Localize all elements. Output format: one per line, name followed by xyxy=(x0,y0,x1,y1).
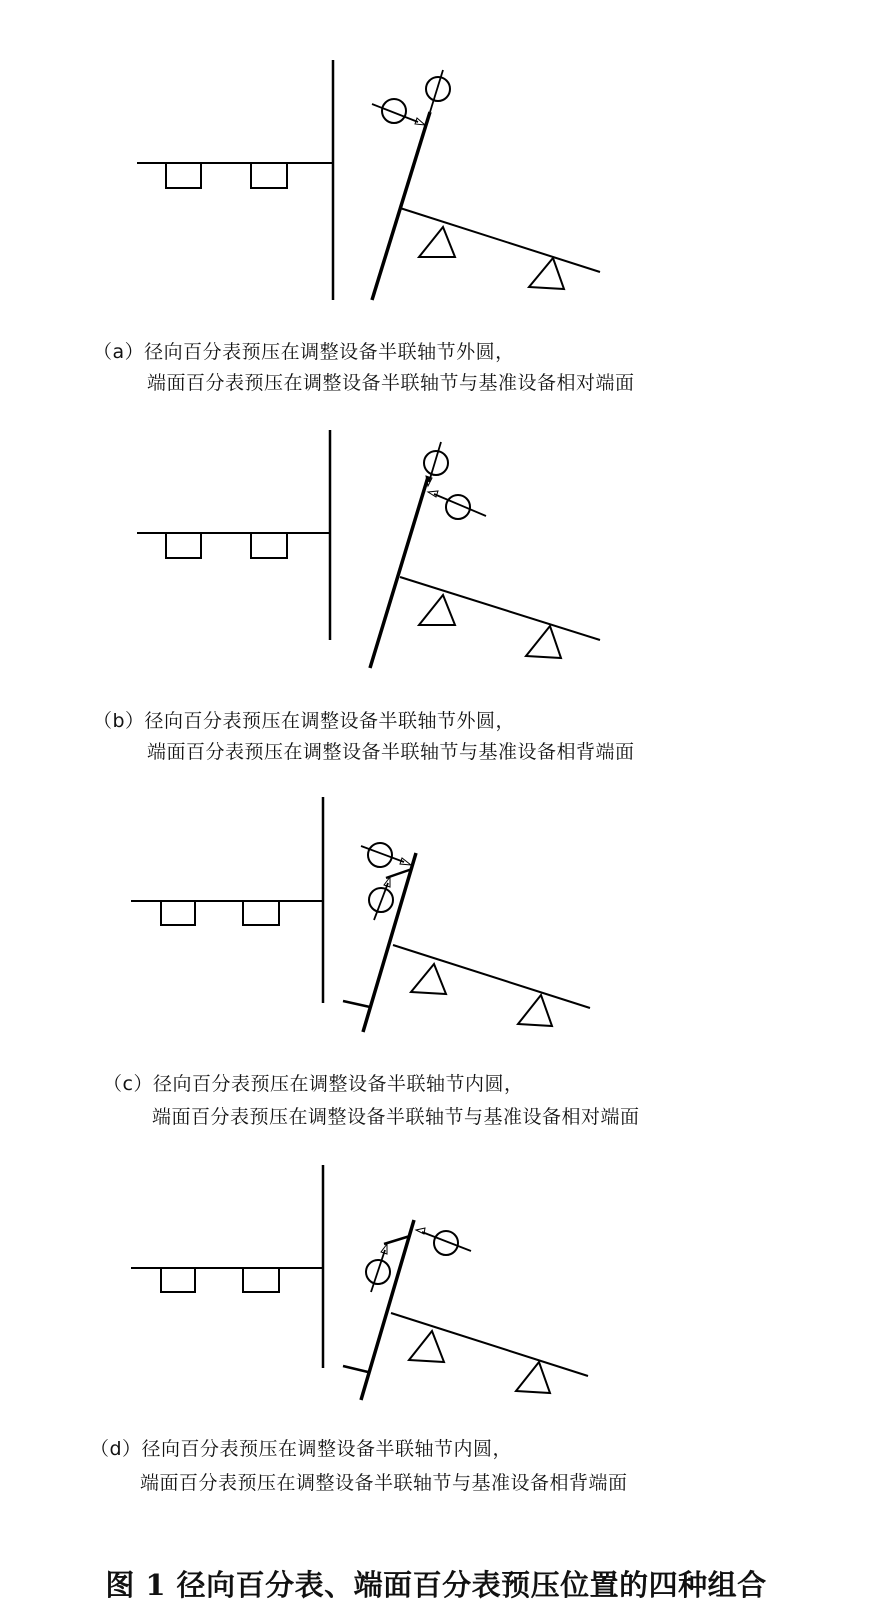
caption-line2: 端面百分表预压在调整设备半联轴节与基准设备相对端面 xyxy=(147,372,635,394)
diagram-b xyxy=(0,370,872,680)
adjusting-shaft xyxy=(400,208,600,272)
adjusting-coupling-face xyxy=(370,477,428,668)
adjusting-support-2 xyxy=(516,1362,550,1393)
dial-indicator-stem xyxy=(372,104,418,122)
adjusting-support-1 xyxy=(419,227,455,257)
coupling-inner-lip xyxy=(343,1001,370,1007)
dial-indicator-stem xyxy=(434,494,486,516)
diagram-d xyxy=(0,1110,872,1420)
caption-line2: 端面百分表预压在调整设备半联轴节与基准设备相背端面 xyxy=(147,741,635,763)
figure-title: 图 1 径向百分表、端面百分表预压位置的四种组合 xyxy=(105,1568,767,1602)
reference-support-2 xyxy=(243,1268,279,1292)
dial-indicator-face-icon xyxy=(434,1231,458,1255)
dial-indicator-stem xyxy=(422,1232,471,1251)
adjusting-support-1 xyxy=(419,595,455,625)
arrow-icon xyxy=(428,491,438,497)
reference-support-1 xyxy=(166,533,201,558)
panel-a xyxy=(0,0,872,394)
panel-b xyxy=(0,370,872,763)
adjusting-support-2 xyxy=(526,626,561,658)
reference-support-2 xyxy=(251,533,287,558)
caption-line1: （a）径向百分表预压在调整设备半联轴节外圆， xyxy=(93,341,515,363)
adjusting-support-2 xyxy=(518,995,552,1026)
adjusting-support-1 xyxy=(411,964,446,994)
coupling-inner-lip xyxy=(343,1366,368,1372)
dial-indicator-face-icon xyxy=(368,843,392,867)
reference-support-2 xyxy=(251,163,287,188)
dial-indicator-face-icon xyxy=(382,99,406,123)
caption-line1: （b）径向百分表预压在调整设备半联轴节外圆， xyxy=(93,710,516,732)
arrow-icon xyxy=(381,1244,387,1254)
adjusting-coupling-face xyxy=(372,112,430,300)
adjusting-support-1 xyxy=(409,1331,444,1362)
panel-d xyxy=(0,1110,872,1494)
reference-support-1 xyxy=(166,163,201,188)
adjusting-shaft xyxy=(400,577,600,640)
dial-indicator-stem xyxy=(371,1250,385,1292)
reference-support-1 xyxy=(161,1268,195,1292)
diagram-c xyxy=(0,740,872,1050)
reference-support-2 xyxy=(243,901,279,925)
arrow-icon xyxy=(416,1228,425,1234)
diagram-a xyxy=(0,0,872,310)
caption-line2: 端面百分表预压在调整设备半联轴节与基准设备相对端面 xyxy=(152,1106,640,1128)
caption-line1: （d）径向百分表预压在调整设备半联轴节内圆， xyxy=(90,1438,513,1460)
adjusting-support-2 xyxy=(529,258,564,289)
caption-line1: （c）径向百分表预压在调整设备半联轴节内圆， xyxy=(103,1073,524,1095)
dial-indicator-radial-icon xyxy=(424,451,448,475)
caption-line2: 端面百分表预压在调整设备半联轴节与基准设备相背端面 xyxy=(140,1472,628,1494)
dial-indicator-stem xyxy=(429,442,441,482)
reference-support-1 xyxy=(161,901,195,925)
panel-c xyxy=(0,740,872,1128)
